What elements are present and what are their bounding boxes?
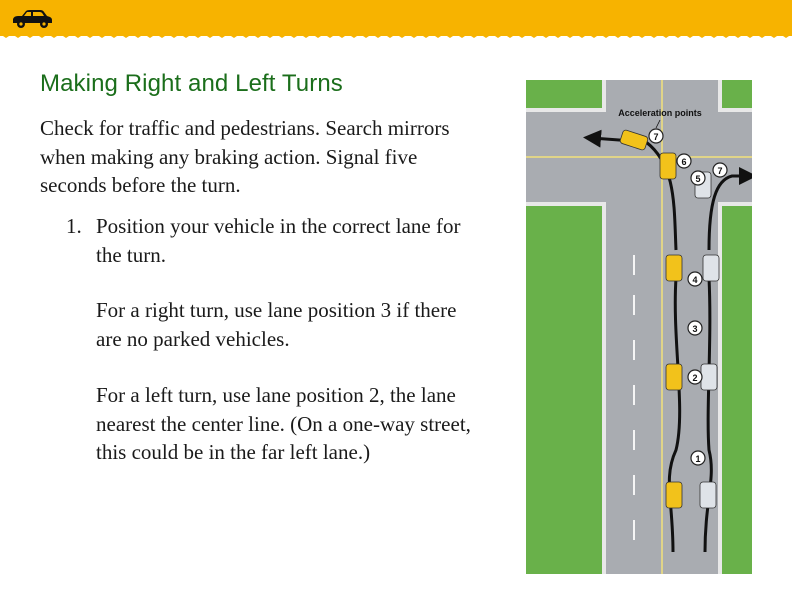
turn-lane-diagram [526,80,752,574]
list-item [66,212,486,269]
list-item-text: Position your vehicle in the correct lane for the turn. [96,214,461,267]
marker-label: 6 [681,157,687,167]
marker-label: 5 [695,174,701,184]
left-turn-text: For a left turn, use lane position 2, the lane nearest the center line. (On a one-way street, this could be in the far left lane.) [96,383,471,464]
intro-text: Check for traffic and pedestrians. Search mirrors when making any braking action. Signal five seconds before the turn. [40,116,450,197]
marker-label: 4 [692,275,698,285]
slide-title: Making Right and Left Turns [40,70,343,97]
acceleration-points-label: Acceleration points [618,108,702,118]
right-turn-text: For a right turn, use lane position 3 if there are no parked vehicles. [96,298,457,351]
marker-label: 7 [653,132,659,142]
header-zigzag-edge [0,30,792,38]
numbered-list [66,212,486,467]
marker-label: 7 [717,166,723,176]
marker-label: 3 [692,324,698,334]
marker-label: 2 [692,373,698,383]
car-icon [10,8,54,30]
list-item-number: 1. [66,214,82,238]
marker-label: 1 [695,454,701,464]
